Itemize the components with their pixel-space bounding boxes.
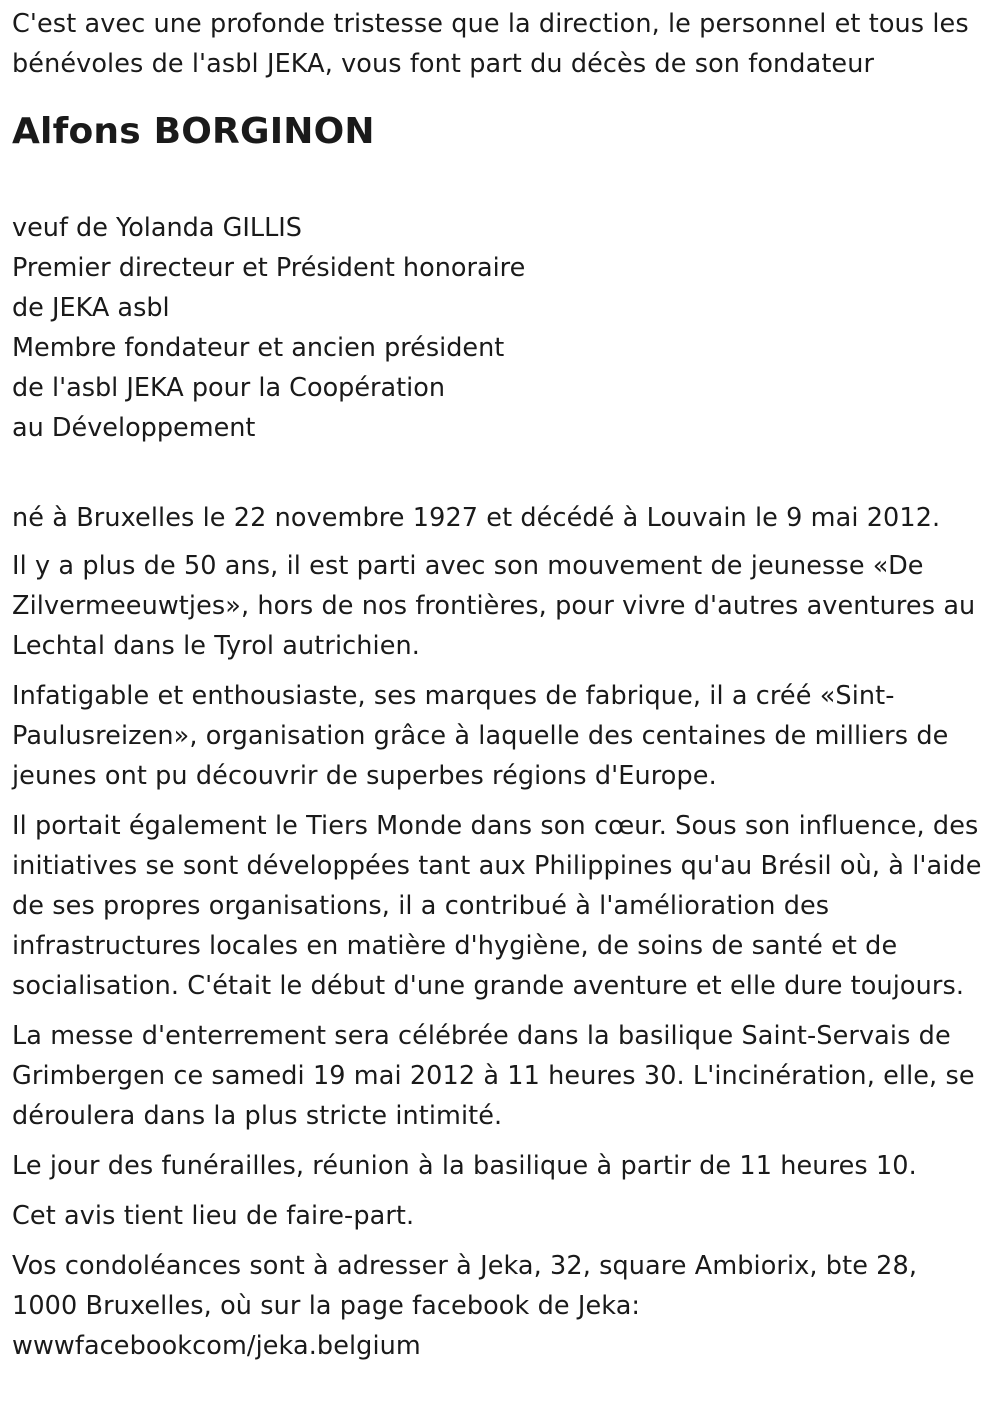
intro-text: C'est avec une profonde tristesse que la direction, le personnel et tous les bénévoles de l'asbl JEKA, vous font part du décès de son fondateur bbox=[12, 9, 969, 79]
title-line: de l'asbl JEKA pour la Coopération bbox=[12, 373, 446, 403]
funeral-meeting-paragraph: Le jour des funérailles, réunion à la basilique à partir de 11 heures 10. bbox=[12, 1151, 917, 1181]
funeral-mass-paragraph: La messe d'enterrement sera célébrée dans la basilique Saint-Servais de Grimbergen ce samedi 19 mai 2012 à 11 heures 30. L'incinération, elle, se déroulera dans la plus stricte intimité. bbox=[12, 1021, 975, 1131]
youth-movement-paragraph: Il y a plus de 50 ans, il est parti avec son mouvement de jeunesse «De Zilvermeeuwtjes», hors de nos frontières, pour vivre d'autres aventures au Lechtal dans le Tyrol autrichien. bbox=[12, 551, 976, 661]
title-line: au Développement bbox=[12, 413, 256, 443]
condolences-paragraph: Vos condoléances sont à adresser à Jeka, 32, square Ambiorix, bte 28, 1000 Bruxelles, où sur la page facebook de Jeka: wwwfacebookcom/jeka.belgium bbox=[12, 1251, 918, 1361]
title-line: Premier directeur et Président honoraire bbox=[12, 253, 526, 283]
title-line: Membre fondateur et ancien président bbox=[12, 333, 505, 363]
title-line: veuf de Yolanda GILLIS bbox=[12, 213, 302, 243]
deceased-name: Alfons BORGINON bbox=[12, 111, 375, 152]
travel-organisation-paragraph: Infatigable et enthousiaste, ses marques de fabrique, il a créé «Sint-Paulusreizen», organisation grâce à laquelle des centaines de milliers de jeunes ont pu découvrir de superbes régions d'Europe. bbox=[12, 681, 949, 791]
titles-block bbox=[12, 208, 988, 448]
title-line: de JEKA asbl bbox=[12, 293, 170, 323]
notice-paragraph: Cet avis tient lieu de faire-part. bbox=[12, 1201, 415, 1231]
birth-death-paragraph: né à Bruxelles le 22 novembre 1927 et décédé à Louvain le 9 mai 2012. bbox=[12, 503, 941, 533]
third-world-paragraph: Il portait également le Tiers Monde dans son cœur. Sous son influence, des initiatives se sont développées tant aux Philippines qu'au Brésil où, à l'aide de ses propres organisations, il a contribué à l'amélioration des infrastructures locales en matière d'hygiène, de soins de santé et de socialisation. C'était le début d'une grande aventure et elle dure toujours. bbox=[12, 811, 982, 1001]
